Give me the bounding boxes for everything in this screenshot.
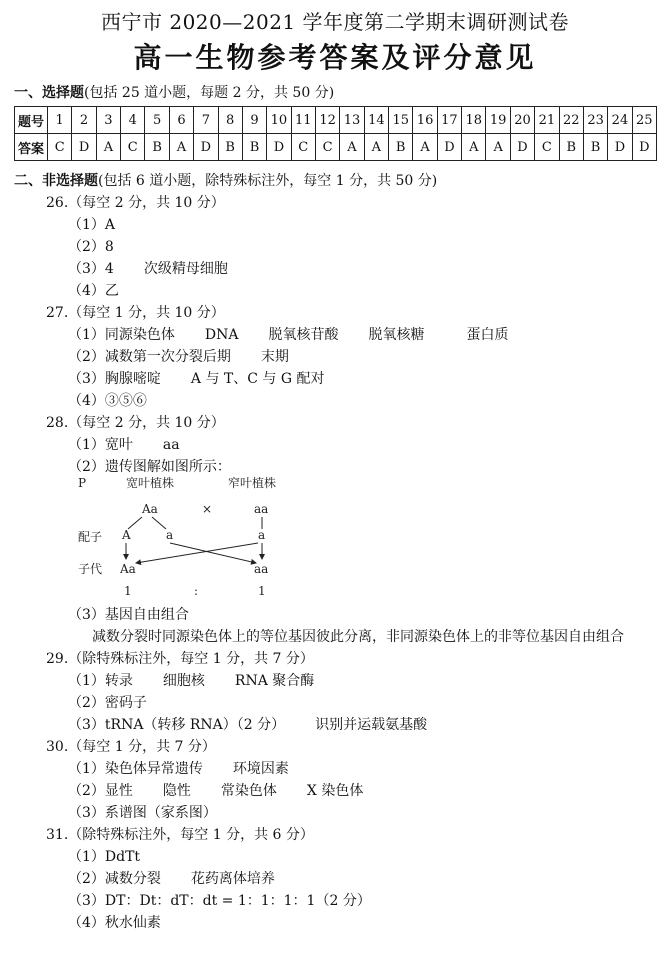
diagram-arrow-a-to-Aa [136,543,258,563]
q27-answer-2a: （2）减数第一次分裂后期 [68,349,231,365]
q28-heading: 28.（每空 2 分，共 10 分） [46,415,225,431]
q26-answer-3b: 次级精母细胞 [143,261,228,277]
table-cell-answer: D [267,134,291,161]
table-cell-answer: D [194,134,218,161]
table-cell-answer: B [559,134,583,161]
table-cell-answer: D [608,134,632,161]
table-cell-number: 4 [121,107,145,134]
table-cell-number: 3 [96,107,120,134]
diagram-gamete-A: A [122,528,131,542]
table-cell-number: 11 [291,107,315,134]
row-label-number: 题号 [15,107,48,134]
q29-answer-3b: 识别并运载氨基酸 [315,717,428,733]
table-cell-number: 7 [194,107,218,134]
table-cell-answer: D [72,134,96,161]
q27-answer-2b: 末期 [260,349,289,365]
table-cell-answer: B [145,134,169,161]
diagram-gamete-a1: a [166,528,174,542]
genetic-cross-svg [78,473,308,601]
q29-heading: 29.（除特殊标注外，每空 1 分，共 7 分） [46,651,314,667]
q30-answer-3: （3）系谱图（家系图） [68,805,217,821]
exam-title: 西宁市 2020—2021 学年度第二学期末调研测试卷 [100,10,569,34]
table-cell-answer: C [535,134,559,161]
table-cell-answer: A [340,134,364,161]
q27-answer-3a: （3）胸腺嘧啶 [68,371,161,387]
q27-answer-1d: 脱氧核糖 [368,327,425,343]
section1-label: 一、选择题 [14,85,84,101]
table-cell-answer: D [632,134,656,161]
table-cell-number: 13 [340,107,364,134]
table-cell-number: 22 [559,107,583,134]
table-cell-number: 17 [437,107,461,134]
table-cell-answer: C [121,134,145,161]
table-row-answers [15,134,657,161]
diagram-parent1: 宽叶植株 [126,476,175,490]
table-cell-answer: C [291,134,315,161]
q27-answer-1 [68,324,509,344]
section1-note: (包括 25 道小题，每题 2 分，共 50 分) [84,85,335,101]
table-cell-number: 9 [242,107,266,134]
table-cell-answer: A [413,134,437,161]
q30-answer-2b: 隐性 [162,783,191,799]
q31-answer-2a: （2）减数分裂 [68,871,161,887]
diagram-branch-right [152,517,166,529]
diagram-genotype1: Aa [142,502,158,516]
table-cell-number: 1 [48,107,72,134]
table-cell-answer: D [510,134,534,161]
q27-answer-4: （4）③⑤⑥ [68,393,147,409]
diagram-gamete-label: 配子 [78,530,103,544]
q31-answer-1: （1）DdTt [68,849,141,865]
table-cell-number: 25 [632,107,656,134]
q27-answer-1b: DNA [204,327,239,343]
table-cell-number: 18 [462,107,486,134]
q29-answer-1c: RNA 聚合酶 [234,673,315,689]
table-cell-number: 19 [486,107,510,134]
table-cell-answer: B [242,134,266,161]
table-cell-answer: A [169,134,193,161]
q28-answer-3: （3）基因自由组合 [68,607,189,623]
table-cell-answer: C [48,134,72,161]
table-cell-answer: C [315,134,339,161]
diagram-arrow-a-to-aa [170,543,256,563]
table-cell-number: 2 [72,107,96,134]
q26-heading: 26.（每空 2 分，共 10 分） [46,195,225,211]
q27-answer-3b: A 与 T、C 与 G 配对 [190,371,325,387]
q29-answer-1a: （1）转录 [68,673,133,689]
q27-answer-3 [68,368,325,388]
genetic-cross-diagram [78,473,308,601]
table-cell-answer: D [437,134,461,161]
diagram-p-label: P [78,476,87,490]
table-cell-number: 12 [315,107,339,134]
table-cell-answer: B [389,134,413,161]
table-cell-answer: B [218,134,242,161]
q26-answer-2: （2）8 [68,239,114,255]
q31-answer-2b: 花药离体培养 [190,871,275,887]
table-cell-number: 14 [364,107,388,134]
q28-answer-3-explanation: 减数分裂时同源染色体上的等位基因彼此分离，非同源染色体上的非等位基因自由组合 [92,629,624,645]
q31-answer-3: （3）DT：Dt：dT：dt = 1：1：1：1（2 分） [68,893,371,909]
q30-answer-2d: X 染色体 [306,783,364,799]
diagram-ratio-sep: : [194,584,199,598]
q29-answer-3a: （3）tRNA（转移 RNA）（2 分） [68,717,286,733]
q30-answer-2c: 常染色体 [220,783,277,799]
q30-answer-1 [68,758,289,778]
table-row-numbers [15,107,657,134]
q27-answer-1a: （1）同源染色体 [68,327,175,343]
q26-answer-3a: （3）4 [68,261,114,277]
q31-answer-4: （4）秋水仙素 [68,915,161,931]
table-cell-answer: A [96,134,120,161]
q26-answer-1: （1）A [68,217,116,233]
q31-heading: 31.（除特殊标注外，每空 1 分，共 6 分） [46,827,314,843]
exam-subtitle: 高一生物参考答案及评分意见 [133,41,537,74]
section2-label: 二、非选择题 [14,173,98,189]
q26-answer-3 [68,258,228,278]
diagram-offspring-Aa: Aa [120,562,136,576]
diagram-offspring-label: 子代 [78,562,103,576]
q28-answer-1a: （1）宽叶 [68,437,133,453]
table-cell-answer: B [583,134,607,161]
q27-answer-1e: 蛋白质 [466,327,509,343]
table-cell-number: 8 [218,107,242,134]
table-cell-number: 24 [608,107,632,134]
q29-answer-1 [68,670,314,690]
diagram-offspring-aa: aa [254,562,269,576]
q29-answer-3 [68,714,427,734]
table-cell-number: 5 [145,107,169,134]
table-cell-answer: A [462,134,486,161]
diagram-genotype2: aa [254,502,269,516]
q30-answer-2a: （2）显性 [68,783,133,799]
table-cell-number: 15 [389,107,413,134]
table-cell-number: 20 [510,107,534,134]
q28-answer-1b: aa [162,437,180,453]
table-cell-answer: A [364,134,388,161]
q26-answer-4: （4）乙 [68,283,119,299]
table-cell-number: 10 [267,107,291,134]
q30-answer-1b: 环境因素 [232,761,289,777]
diagram-ratio-2: 1 [258,584,266,598]
q31-answer-2 [68,868,275,888]
diagram-ratio-1: 1 [124,584,132,598]
q30-answer-2 [68,780,363,800]
q30-heading: 30.（每空 1 分，共 7 分） [46,739,216,755]
q27-answer-2 [68,346,289,366]
q29-answer-2: （2）密码子 [68,695,147,711]
section2-note: (包括 6 道小题，除特殊标注外，每空 1 分，共 50 分) [98,173,438,189]
table-cell-number: 16 [413,107,437,134]
table-cell-number: 23 [583,107,607,134]
q29-answer-1b: 细胞核 [162,673,205,689]
row-label-answer: 答案 [15,134,48,161]
section1-heading [14,82,334,102]
diagram-parent2: 窄叶植株 [228,476,277,490]
q27-heading: 27.（每空 1 分，共 10 分） [46,305,225,321]
answer-table [14,106,657,161]
diagram-gamete-a2: a [258,528,266,542]
table-cell-number: 21 [535,107,559,134]
section2-heading [14,170,437,190]
q28-answer-2: （2）遗传图解如图所示： [68,459,231,475]
q27-answer-1c: 脱氧核苷酸 [268,327,339,343]
q28-answer-1 [68,434,180,454]
q30-answer-1a: （1）染色体异常遗传 [68,761,203,777]
table-cell-number: 6 [169,107,193,134]
diagram-cross-sign: × [202,502,213,516]
table-cell-answer: A [486,134,510,161]
